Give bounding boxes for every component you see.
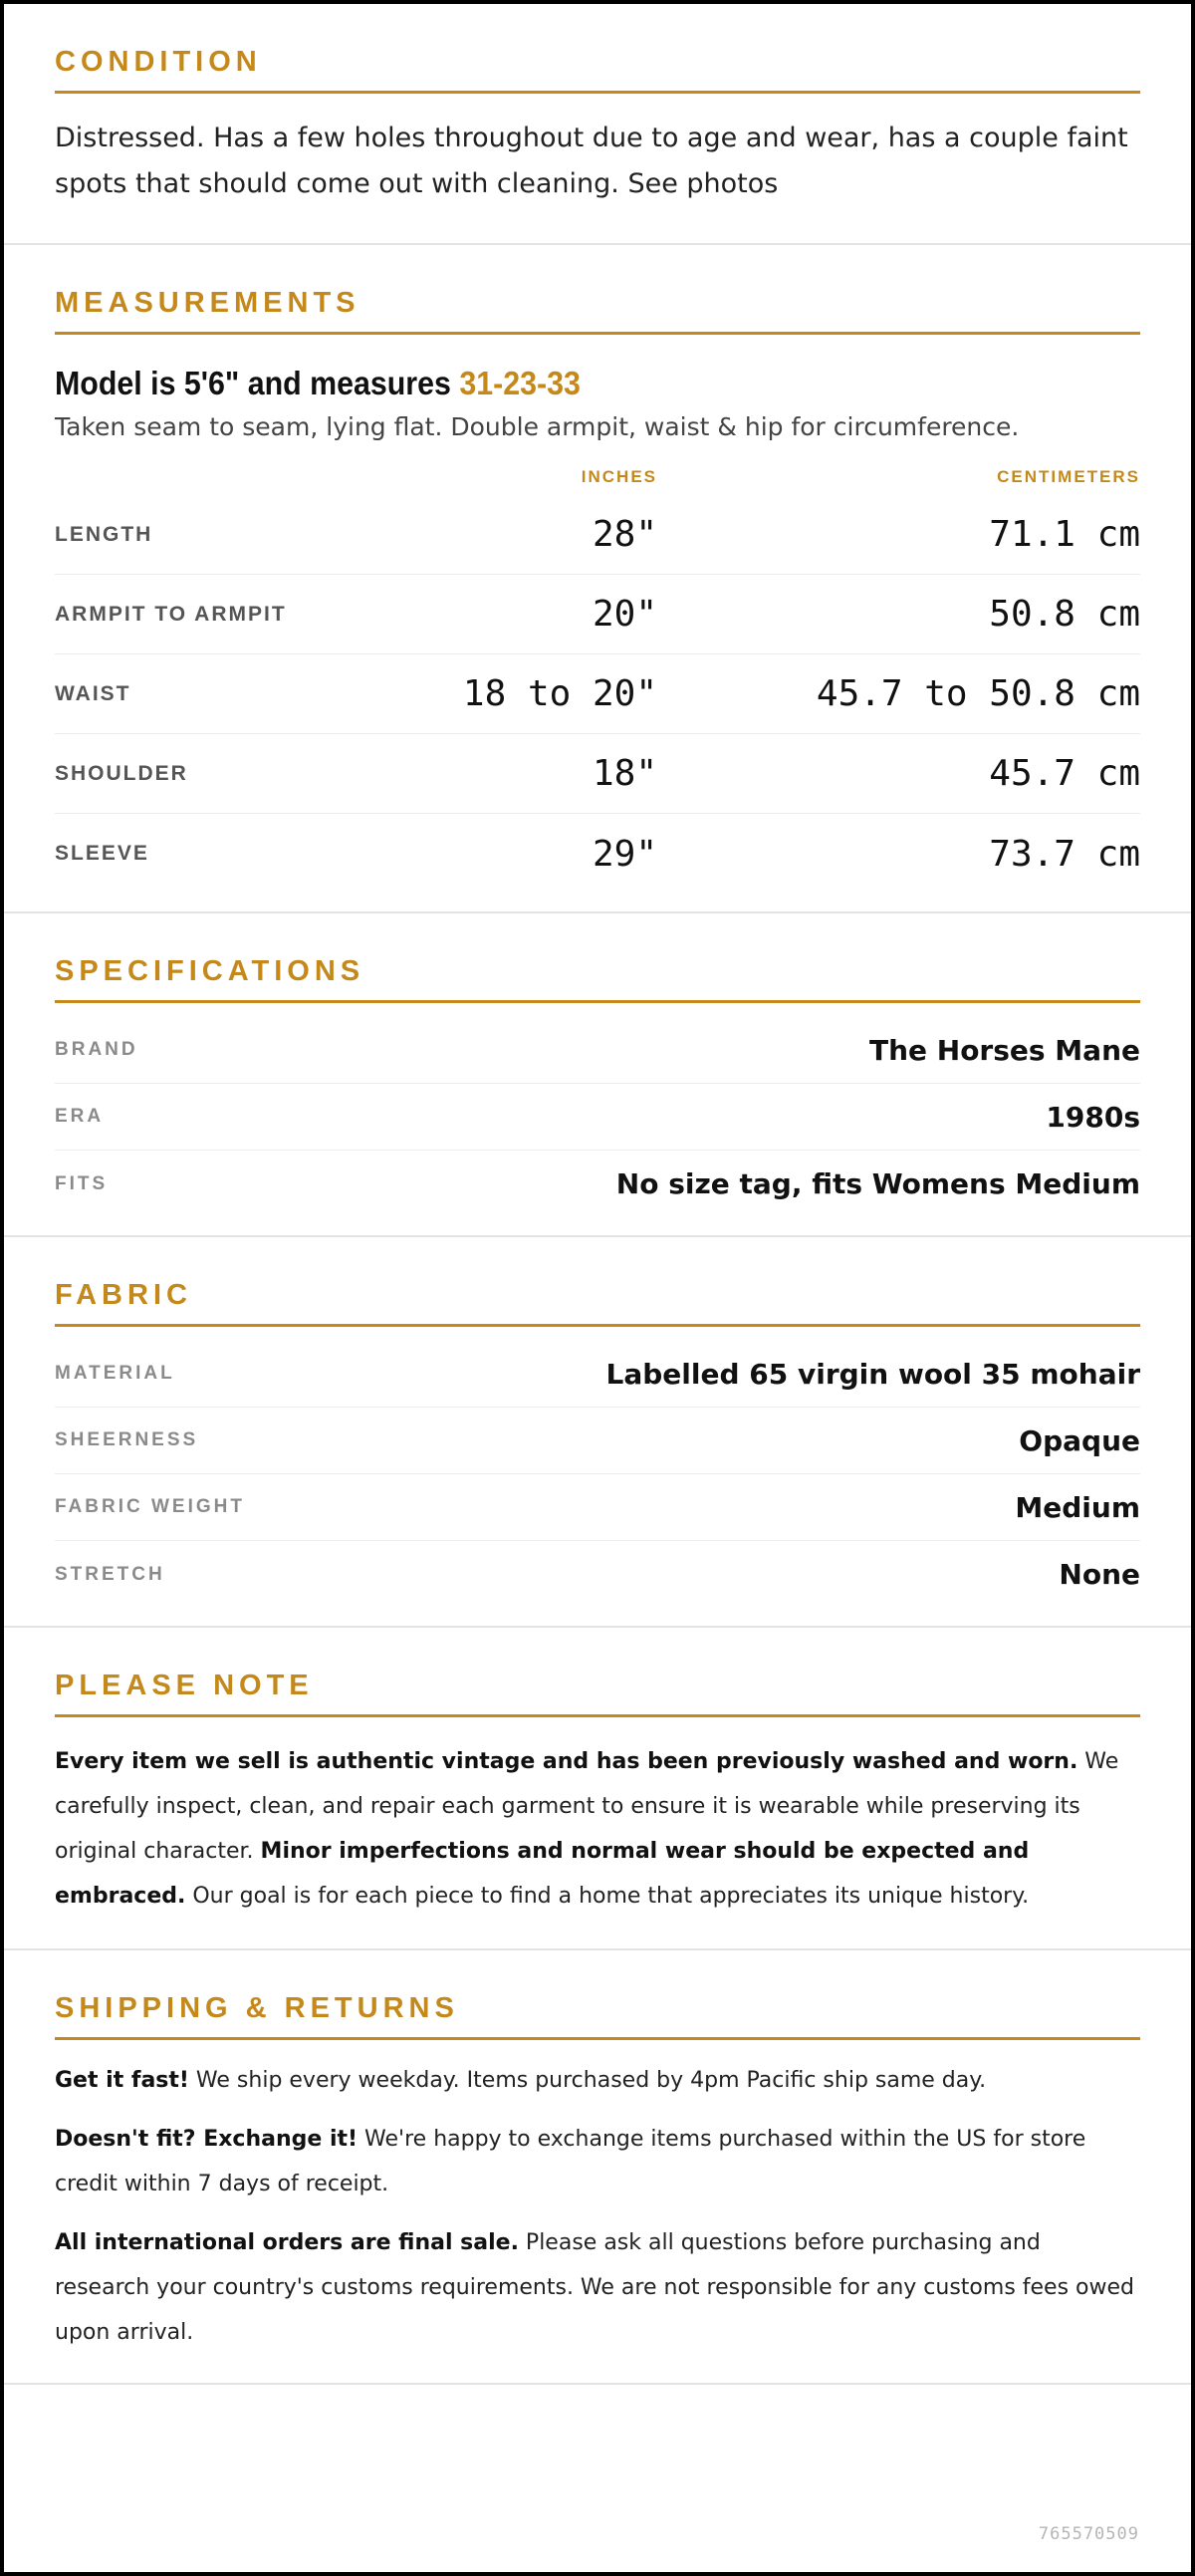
fabric-title: FABRIC xyxy=(55,1281,1140,1327)
spec-value: The Horses Mane xyxy=(868,1033,1140,1067)
measurements-title: MEASUREMENTS xyxy=(55,289,1140,335)
table-row xyxy=(55,575,1140,654)
measurement-inches: 18 to 20" xyxy=(462,673,657,714)
list-item xyxy=(55,1341,1140,1408)
list-item xyxy=(55,1017,1140,1084)
fabric-section xyxy=(4,1237,1191,1626)
measurement-cm: 45.7 cm xyxy=(989,753,1140,794)
table-row xyxy=(55,734,1140,814)
shipping-text: Please ask all questions before purchasing and research your country's customs requirements. We are not responsible for any customs fees owed upon arrival. xyxy=(55,2230,1135,2345)
shipping-paragraphs xyxy=(55,2040,1140,2383)
fabric-value: None xyxy=(1059,1558,1140,1591)
fabric-value: Labelled 65 virgin wool 35 mohair xyxy=(605,1357,1140,1391)
list-item xyxy=(55,1541,1140,1608)
shipping-paragraph xyxy=(55,2058,1140,2103)
condition-title: CONDITION xyxy=(55,48,1140,94)
specifications-title: SPECIFICATIONS xyxy=(55,957,1140,1003)
please-note-section xyxy=(4,1628,1191,1948)
fabric-key: STRETCH xyxy=(55,1563,165,1585)
model-measures-value: 31-23-33 xyxy=(459,365,581,401)
shipping-section xyxy=(4,1950,1191,2383)
product-id: 765570509 xyxy=(1038,2524,1139,2544)
fabric-key: SHEERNESS xyxy=(55,1429,199,1450)
shipping-text: We're happy to exchange items purchased within the US for store credit within 7 days of receipt. xyxy=(55,2127,1086,2196)
list-item xyxy=(55,1151,1140,1217)
measurement-label: WAIST xyxy=(55,681,131,705)
please-note-title: PLEASE NOTE xyxy=(55,1672,1140,1717)
model-measurements xyxy=(55,367,1054,399)
fabric-value: Opaque xyxy=(1019,1423,1140,1457)
measurements-table xyxy=(55,495,1140,911)
fabric-value: Medium xyxy=(1015,1490,1140,1524)
measurement-label: ARMPIT TO ARMPIT xyxy=(55,602,287,626)
measurement-label: LENGTH xyxy=(55,522,153,546)
note-bold-2: Minor imperfections and normal wear should be expected and embraced. xyxy=(55,1839,1030,1909)
table-row xyxy=(55,495,1140,575)
shipping-bold: All international orders are final sale. xyxy=(55,2230,519,2255)
condition-text: Distressed. Has a few holes throughout due to age and wear, has a couple faint spots that should come out with cleaning. See photos xyxy=(55,123,1128,199)
list-item xyxy=(55,1084,1140,1151)
please-note-text xyxy=(55,1717,1140,1948)
measurement-inches: 20" xyxy=(592,594,657,635)
specifications-section xyxy=(4,913,1191,1235)
shipping-paragraph xyxy=(55,2117,1140,2206)
fabric-key: MATERIAL xyxy=(55,1363,175,1384)
column-header-centimeters: CENTIMETERS xyxy=(997,467,1140,486)
shipping-title: SHIPPING & RETURNS xyxy=(55,1994,1140,2040)
measurements-table-header xyxy=(55,467,1140,487)
spec-key: BRAND xyxy=(55,1039,138,1060)
measurement-label: SHOULDER xyxy=(55,761,188,785)
measurement-inches: 18" xyxy=(592,753,657,794)
measurement-inches: 28" xyxy=(592,514,657,555)
measurements-section xyxy=(4,245,1191,911)
table-row xyxy=(55,654,1140,734)
table-row xyxy=(55,814,1140,894)
measurement-label: SLEEVE xyxy=(55,842,149,865)
column-header-inches: INCHES xyxy=(581,467,657,486)
spec-value: No size tag, fits Womens Medium xyxy=(615,1167,1140,1200)
measurement-cm: 71.1 cm xyxy=(989,514,1140,555)
shipping-paragraph xyxy=(55,2220,1140,2355)
spec-key: FITS xyxy=(55,1172,109,1194)
list-item xyxy=(55,1408,1140,1474)
measurement-cm: 50.8 cm xyxy=(989,594,1140,635)
measurement-cm: 73.7 cm xyxy=(989,833,1140,875)
condition-section xyxy=(4,4,1191,243)
measurement-cm: 45.7 to 50.8 cm xyxy=(816,673,1140,714)
shipping-bold: Doesn't fit? Exchange it! xyxy=(55,2127,358,2152)
list-item xyxy=(55,1474,1140,1541)
fabric-key: FABRIC WEIGHT xyxy=(55,1496,245,1517)
model-prefix: Model is 5'6" and measures xyxy=(55,365,460,401)
measurement-note: Taken seam to seam, lying flat. Double armpit, waist & hip for circumference. xyxy=(55,412,1020,441)
shipping-bold: Get it fast! xyxy=(55,2068,189,2093)
note-bold-1: Every item we sell is authentic vintage and has been previously washed and worn. xyxy=(55,1749,1078,1774)
fabric-list xyxy=(55,1341,1140,1626)
specifications-list xyxy=(55,1017,1140,1235)
shipping-text: We ship every weekday. Items purchased by 4pm Pacific ship same day. xyxy=(188,2068,987,2093)
section-divider xyxy=(4,2383,1191,2385)
note-text-1: We carefully inspect, clean, and repair each garment to ensure it is wearable while preserving its original character. xyxy=(55,1749,1119,1864)
spec-key: ERA xyxy=(55,1106,105,1127)
spec-value: 1980s xyxy=(1046,1100,1140,1134)
measurement-inches: 29" xyxy=(592,833,657,875)
note-text-2: Our goal is for each piece to find a home that appreciates its unique history. xyxy=(185,1884,1030,1909)
